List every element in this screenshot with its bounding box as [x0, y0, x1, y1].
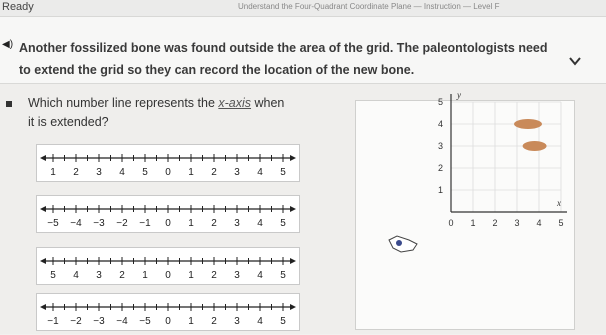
x-tick-label: 3	[514, 218, 520, 228]
tick-label: 1	[188, 316, 194, 327]
arrow-left	[40, 304, 46, 310]
question-banner	[0, 17, 606, 84]
tick-label: 2	[119, 270, 125, 281]
question-bullet	[6, 101, 12, 107]
tick-label: 4	[257, 218, 263, 229]
tick-label: 0	[165, 270, 171, 281]
tick-label: 4	[119, 167, 125, 178]
tick-label: 0	[165, 316, 171, 327]
tick-label: 4	[73, 270, 79, 281]
tick-label: 5	[50, 270, 56, 281]
tick-label: 5	[280, 218, 286, 229]
x-tick-label: 4	[536, 218, 542, 228]
fossil-bone-icon	[514, 119, 542, 129]
x-tick-label: 2	[492, 218, 498, 228]
tick-label: 3	[96, 167, 102, 178]
y-tick-label: 3	[437, 141, 443, 151]
tick-label: 2	[211, 316, 217, 327]
arrow-left	[40, 206, 46, 212]
x-tick-label: 0	[448, 218, 454, 228]
tick-label: −2	[70, 316, 82, 327]
prompt-axis: x-axis	[218, 96, 252, 110]
tick-label: 4	[257, 167, 263, 178]
tick-label: −3	[93, 316, 105, 327]
y-axis-label: y	[457, 90, 461, 100]
y-tick-label: 1	[437, 185, 443, 195]
top-bar	[0, 0, 606, 17]
prompt-before: Which number line represents the	[28, 96, 219, 110]
speaker-icon[interactable]: ◀)	[2, 39, 14, 50]
tick-label: 1	[188, 218, 194, 229]
arrow-right	[290, 206, 296, 212]
arrow-right	[290, 258, 296, 264]
number-line	[37, 196, 299, 232]
arrow-left	[40, 258, 46, 264]
number-line	[37, 248, 299, 284]
tick-label: 5	[142, 167, 148, 178]
prompt-after: when it is extended?	[28, 96, 285, 129]
answer-option-3[interactable]	[36, 247, 300, 285]
tick-label: 2	[211, 167, 217, 178]
tick-label: 5	[280, 167, 286, 178]
tick-label: 2	[211, 270, 217, 281]
tick-label: −4	[70, 218, 82, 229]
y-tick-label: 2	[437, 163, 443, 173]
tick-label: −1	[139, 218, 151, 229]
tick-label: 4	[257, 316, 263, 327]
tick-label: 1	[142, 270, 148, 281]
tick-label: 5	[280, 316, 286, 327]
tick-label: 3	[234, 316, 240, 327]
chevron-down-icon[interactable]	[568, 55, 582, 67]
coordinate-grid	[355, 90, 575, 330]
tick-label: 3	[96, 270, 102, 281]
x-tick-label: 5	[558, 218, 564, 228]
tick-label: −1	[47, 316, 59, 327]
status-text: Ready	[2, 1, 34, 13]
answer-option-4[interactable]	[36, 293, 300, 331]
arrow-right	[290, 155, 296, 161]
arrow-left	[40, 155, 46, 161]
tick-label: −2	[116, 218, 128, 229]
prompt-text	[28, 94, 288, 132]
tick-label: 3	[234, 167, 240, 178]
tick-label: −4	[116, 316, 128, 327]
lesson-title: Understand the Four-Quadrant Coordinate Plane — Instruction — Level F	[238, 2, 500, 11]
tick-label: 2	[73, 167, 79, 178]
answer-option-1[interactable]	[36, 144, 300, 182]
tick-label: 2	[211, 218, 217, 229]
tick-label: 0	[165, 218, 171, 229]
grid-plot	[356, 90, 574, 329]
tick-label: 1	[50, 167, 56, 178]
tick-label: −5	[47, 218, 59, 229]
question-text: Another fossilized bone was found outside the area of the grid. The paleontologists need to extend the grid so they can record the location of the new bone.	[19, 41, 548, 77]
tick-label: 5	[280, 270, 286, 281]
tick-label: 4	[257, 270, 263, 281]
x-axis-label: x	[557, 198, 561, 208]
answer-option-2[interactable]	[36, 195, 300, 233]
tick-label: 3	[234, 218, 240, 229]
fossil-bone-icon	[523, 141, 547, 151]
tick-label: −5	[139, 316, 151, 327]
tick-label: 1	[188, 167, 194, 178]
y-tick-label: 5	[437, 97, 443, 107]
tick-label: −3	[93, 218, 105, 229]
tick-label: 0	[165, 167, 171, 178]
tick-label: 3	[234, 270, 240, 281]
x-tick-label: 1	[470, 218, 476, 228]
tick-label: 1	[188, 270, 194, 281]
number-line	[37, 294, 299, 330]
hand-cursor-icon	[387, 234, 421, 256]
number-line	[37, 145, 299, 181]
arrow-right	[290, 304, 296, 310]
y-tick-label: 4	[437, 119, 443, 129]
